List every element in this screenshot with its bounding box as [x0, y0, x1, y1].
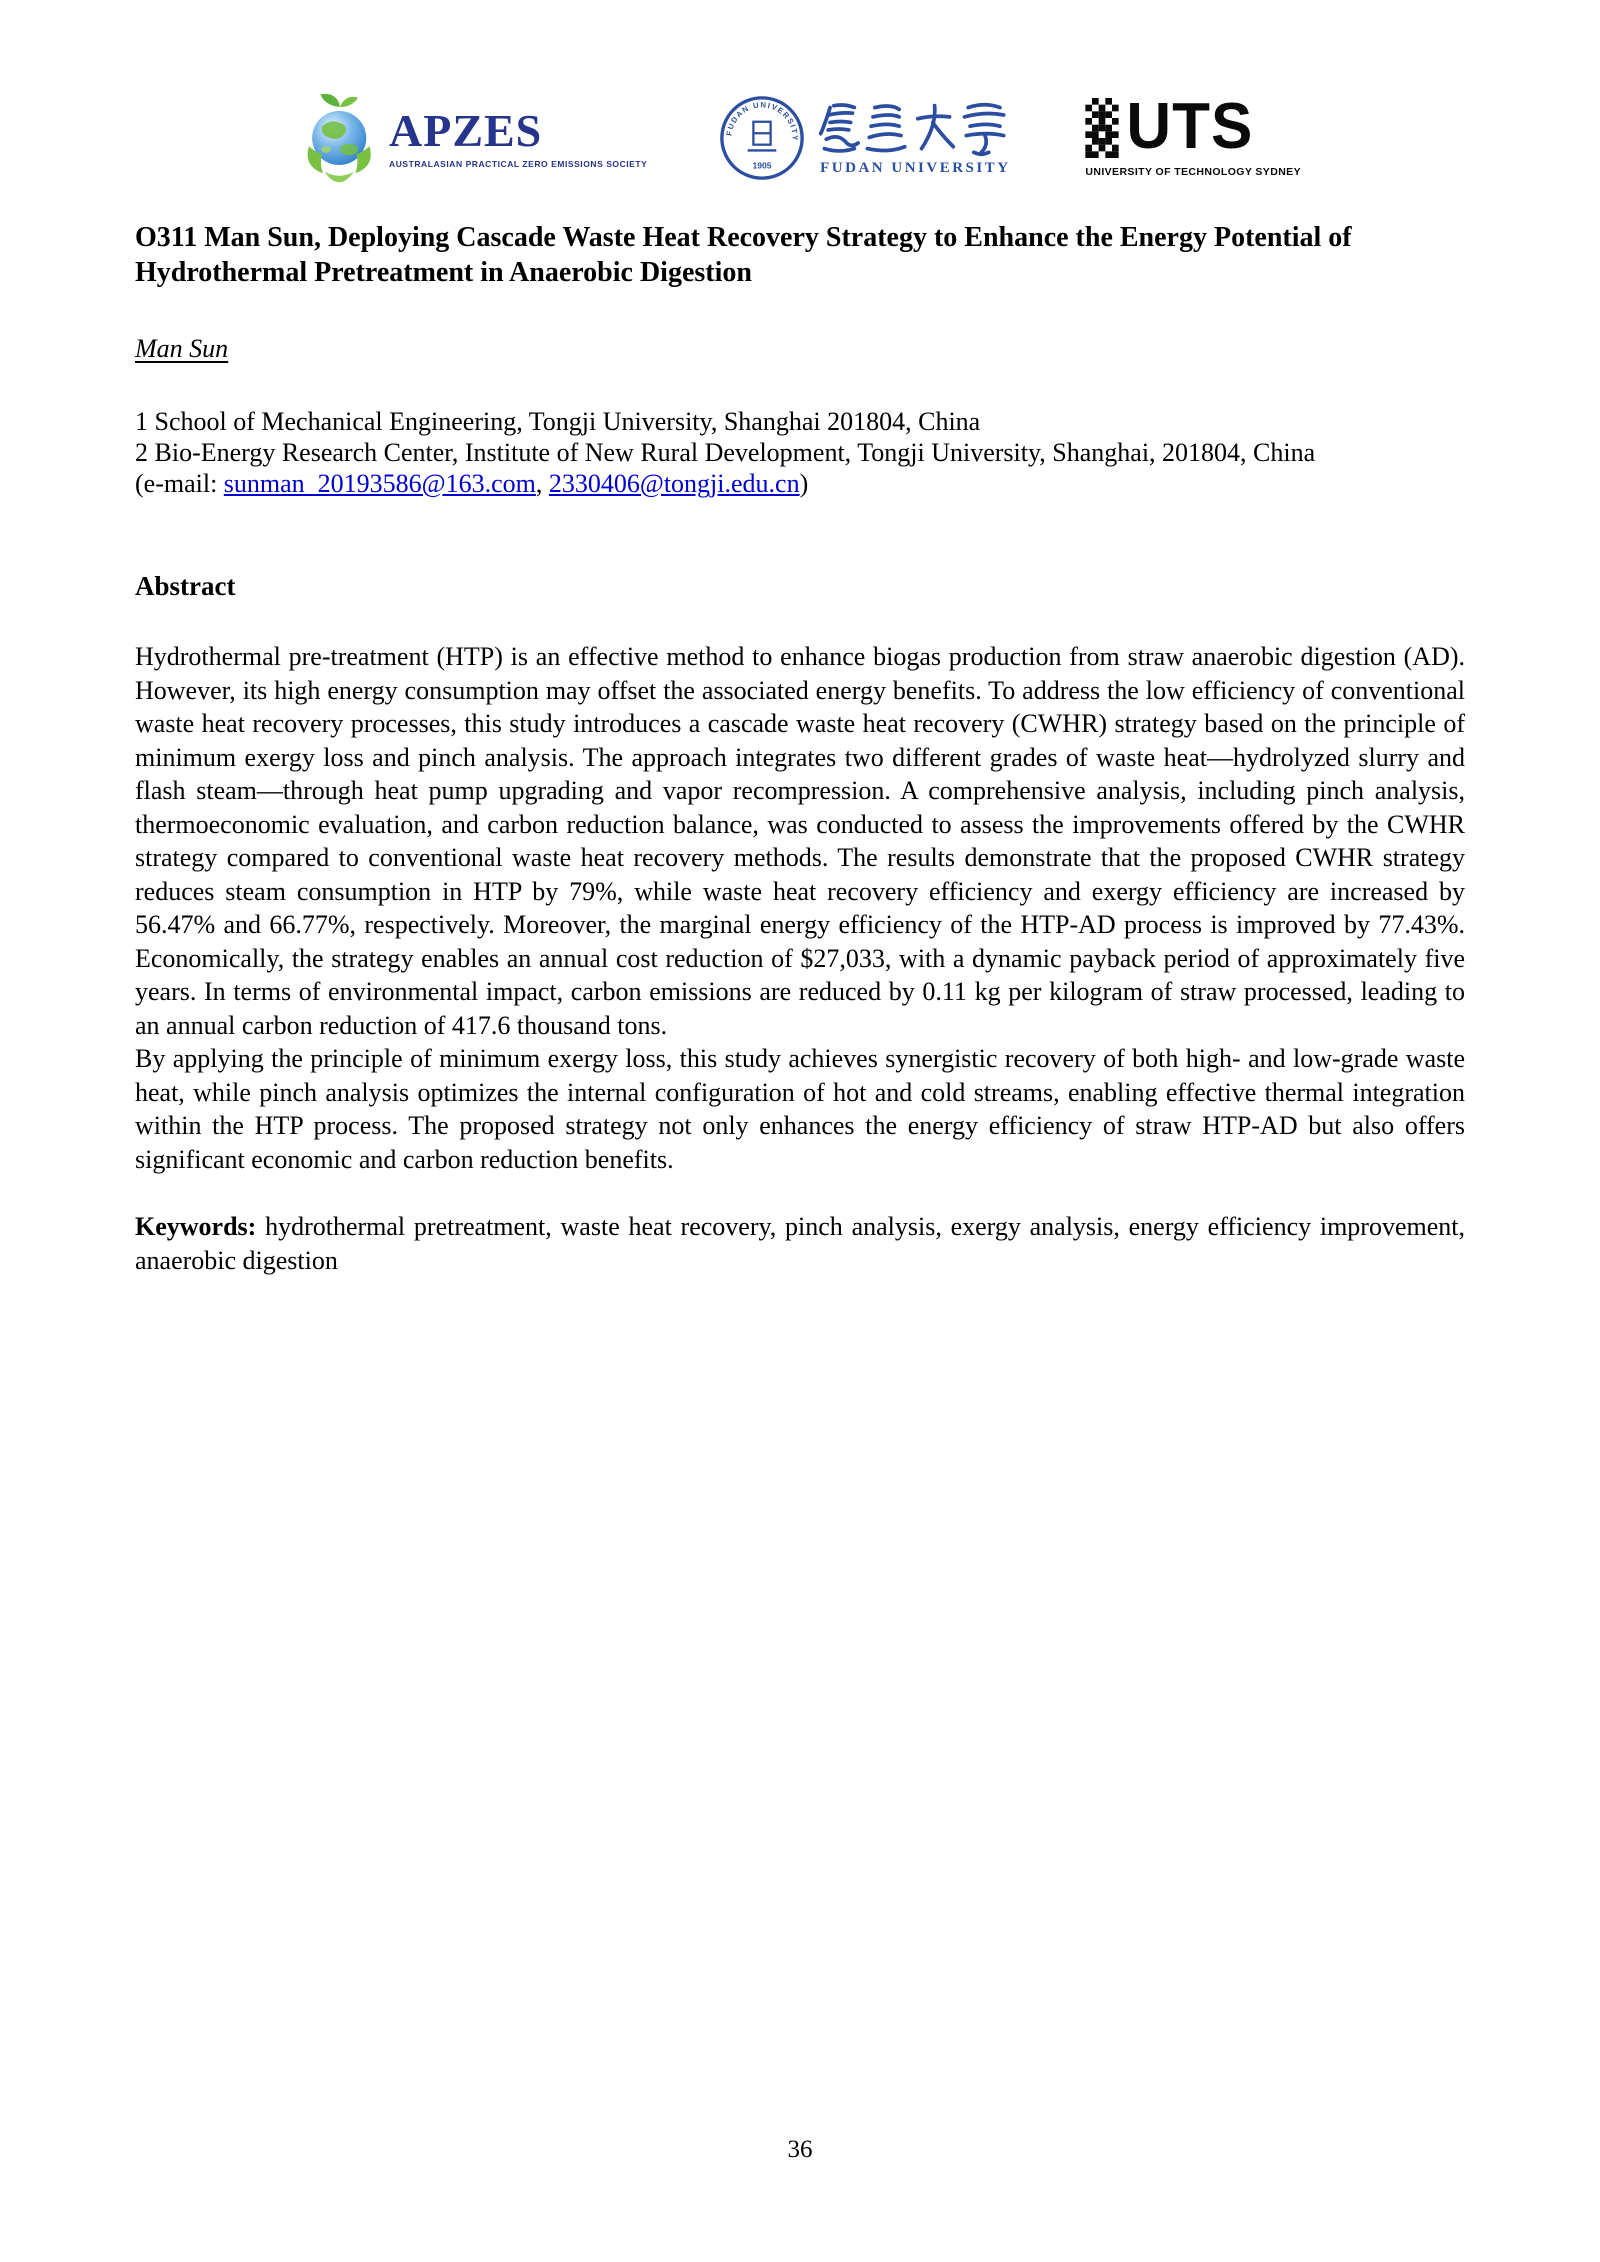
affiliation-2: 2 Bio-Energy Research Center, Institute of New Rural Development, Tongji University, Shanghai, 201804, China: [135, 438, 1316, 467]
logo-row: [0, 0, 1600, 190]
fudan-seal-icon: [719, 95, 805, 181]
email-link-1[interactable]: sunman_20193586@163.com: [223, 469, 536, 498]
apzes-name: APZES: [389, 104, 543, 156]
email-prefix: (e-mail:: [135, 469, 224, 498]
email-link-2[interactable]: 2330406@tongji.edu.cn: [548, 469, 800, 498]
fudan-text-block: [817, 100, 1013, 177]
author-name: Man Sun: [135, 334, 229, 363]
email-suffix: ): [799, 469, 809, 498]
uts-name: UTS: [1126, 90, 1254, 163]
fudan-chinese-calligraphy-icon: [817, 100, 1013, 158]
email-line: [135, 468, 1465, 499]
fudan-seal-arc-text: FUDAN UNIVERSITY: [724, 100, 800, 142]
uts-block: [1085, 90, 1301, 178]
paper-content: [135, 220, 1465, 1277]
email-separator: ,: [535, 469, 549, 498]
apzes-globe-icon: [299, 85, 381, 191]
uts-tagline: UNIVERSITY OF TECHNOLOGY SYDNEY: [1085, 166, 1301, 178]
uts-emblem-icon: [1085, 98, 1119, 158]
abstract-heading: Abstract: [135, 571, 236, 601]
uts-logo: [1085, 90, 1301, 178]
keywords-line: [135, 1210, 1465, 1277]
abstract-paragraph-1: Hydrothermal pre-treatment (HTP) is an effective method to enhance biogas production from straw anaerobic digestion (AD). However, its high energy consumption may offset the associated energy benefits. To address the low efficiency of conventional waste heat recovery processes, this study introduces a cascade waste heat recovery (CWHR) strategy based on the principle of minimum exergy loss and pinch analysis. The approach integrates two different grades of waste heat—hydrolyzed slurry and flash steam—through heat pump upgrading and vapor recompression. A comprehensive analysis, including pinch analysis, thermoeconomic evaluation, and carbon reduction balance, was conducted to assess the improvements offered by the CWHR strategy compared to conventional waste heat recovery methods. The results demonstrate that the proposed CWHR strategy reduces steam consumption in HTP by 79%, while waste heat recovery efficiency and exergy efficiency are increased by 56.47% and 66.77%, respectively. Moreover, the marginal energy efficiency of the HTP-AD process is improved by 77.43%. Economically, the strategy enables an annual cost reduction of $27,033, with a dynamic payback period of approximately five years. In terms of environmental impact, carbon emissions are reduced by 0.11 kg per kilogram of straw processed, leading to an annual carbon reduction of 417.6 thousand tons.: [135, 642, 1465, 1040]
apzes-text-block: [389, 104, 648, 169]
affiliations: [135, 406, 1465, 499]
fudan-seal-year: 1905: [752, 160, 772, 171]
page-number: 36: [787, 2136, 813, 2163]
fudan-english-name: FUDAN UNIVERSITY: [820, 159, 1011, 176]
apzes-tagline: AUSTRALASIAN PRACTICAL ZERO EMISSIONS SOCIETY: [389, 158, 648, 169]
apzes-logo: [299, 85, 647, 191]
paper-title: O311 Man Sun, Deploying Cascade Waste Heat Recovery Strategy to Enhance the Energy Potential of Hydrothermal Pretreatment in Anaerobic Digestion: [135, 222, 1352, 288]
affiliation-1: 1 School of Mechanical Engineering, Tongji University, Shanghai 201804, China: [135, 407, 981, 436]
fudan-logo: [719, 95, 1013, 181]
abstract-paragraph-2: By applying the principle of minimum exergy loss, this study achieves synergistic recovery of both high- and low-grade waste heat, while pinch analysis optimizes the internal configuration of hot and cold streams, enabling effective thermal integration within the HTP process. The proposed strategy not only enhances the energy efficiency of straw HTP-AD but also offers significant economic and carbon reduction benefits.: [135, 1044, 1465, 1174]
keywords-text: hydrothermal pretreatment, waste heat recovery, pinch analysis, exergy analysis, energy efficiency improvement, anaerobic digestion: [135, 1212, 1465, 1275]
keywords-label: Keywords:: [135, 1212, 257, 1241]
